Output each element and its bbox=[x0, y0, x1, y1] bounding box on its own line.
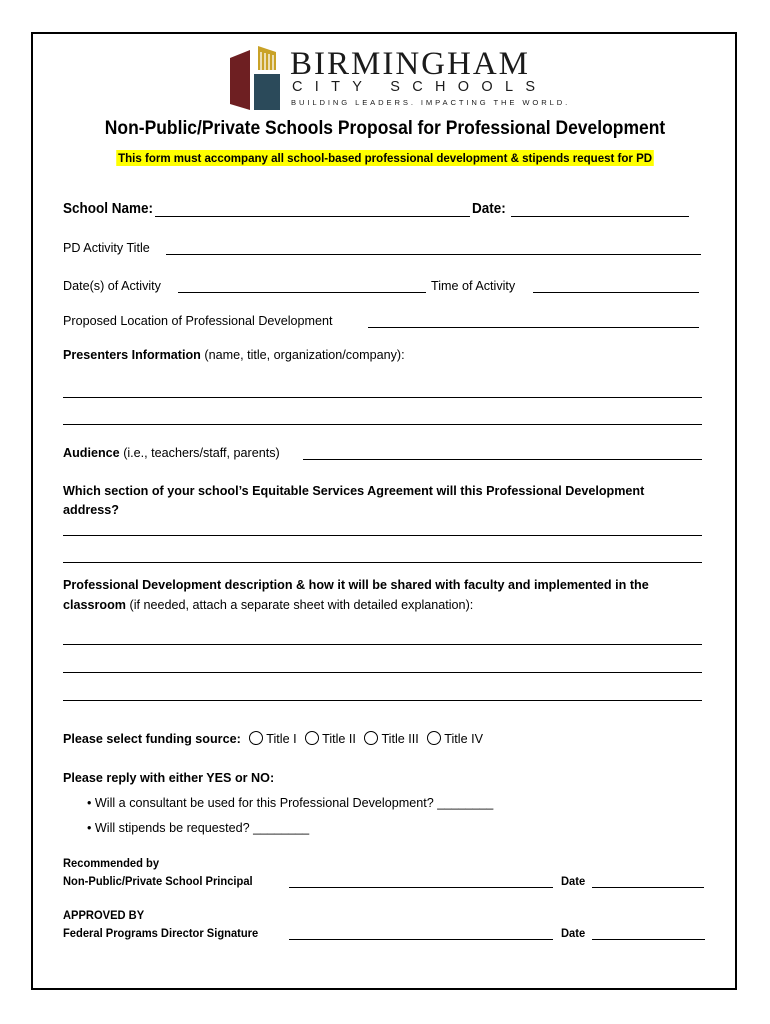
consultant-question: • Will a consultant be used for this Professional Development? ________ bbox=[87, 796, 494, 810]
pd-description-hint: (if needed, attach a separate sheet with detailed explanation): bbox=[129, 598, 474, 612]
pd-description-bold: classroom bbox=[63, 598, 126, 612]
audience-label-row bbox=[63, 445, 280, 461]
stipends-question: • Will stipends be requested? ________ bbox=[87, 821, 310, 835]
radio-title-iv[interactable] bbox=[427, 731, 441, 745]
principal-label: Non-Public/Private School Principal bbox=[63, 874, 253, 888]
option-title-i: Title I bbox=[266, 732, 297, 746]
option-title-iv: Title IV bbox=[444, 732, 483, 746]
esa-question-line-1: Which section of your school’s Equitable Services Agreement will this Professional Development bbox=[63, 484, 645, 498]
logo-teal-shape bbox=[254, 74, 280, 110]
presenters-hint: (name, title, organization/company): bbox=[204, 348, 405, 362]
time-of-activity-label: Time of Activity bbox=[431, 279, 516, 293]
presenters-label: Presenters Information bbox=[63, 348, 201, 362]
logo-title: BIRMINGHAM bbox=[290, 46, 531, 82]
funding-row bbox=[63, 731, 483, 747]
director-date-label: Date bbox=[561, 926, 586, 940]
radio-title-ii[interactable] bbox=[305, 731, 319, 745]
presenters-line-1[interactable] bbox=[63, 397, 702, 398]
radio-title-i[interactable] bbox=[249, 731, 263, 745]
school-name-label: School Name: bbox=[63, 200, 154, 217]
esa-line-1[interactable] bbox=[63, 535, 702, 536]
logo-red-shape bbox=[230, 50, 250, 110]
proposed-location-label: Proposed Location of Professional Development bbox=[63, 314, 333, 328]
pd-activity-title-field[interactable] bbox=[166, 254, 701, 255]
principal-date-field[interactable] bbox=[592, 887, 704, 888]
pd-description-line-b[interactable] bbox=[63, 672, 702, 673]
pd-activity-title-label: PD Activity Title bbox=[63, 241, 150, 255]
proposed-location-field[interactable] bbox=[368, 327, 699, 328]
director-label: Federal Programs Director Signature bbox=[63, 926, 259, 940]
form-title: Non-Public/Private Schools Proposal for Professional Development bbox=[104, 118, 666, 139]
logo-subtitle: CITY SCHOOLS bbox=[292, 79, 548, 95]
reply-label: Please reply with either YES or NO: bbox=[63, 771, 275, 785]
esa-question-line-2: address? bbox=[63, 503, 119, 517]
school-name-field[interactable] bbox=[155, 216, 470, 217]
director-date-field[interactable] bbox=[592, 939, 705, 940]
audience-label: Audience bbox=[63, 446, 120, 460]
logo-tagline: BUILDING LEADERS. IMPACTING THE WORLD. bbox=[291, 98, 571, 107]
form-subtitle: This form must accompany all school-based professional development & stipends request for PD bbox=[117, 151, 653, 165]
recommended-by-label: Recommended by bbox=[63, 856, 160, 870]
approved-by-label: APPROVED BY bbox=[63, 908, 145, 922]
time-of-activity-field[interactable] bbox=[533, 292, 699, 293]
principal-signature-field[interactable] bbox=[289, 887, 553, 888]
subtitle-wrap bbox=[0, 149, 770, 167]
option-title-iii: Title III bbox=[381, 732, 419, 746]
option-title-ii: Title II bbox=[322, 732, 356, 746]
principal-date-label: Date bbox=[561, 874, 586, 888]
date-field[interactable] bbox=[511, 216, 689, 217]
audience-hint: (i.e., teachers/staff, parents) bbox=[123, 446, 280, 460]
presenters-line-2[interactable] bbox=[63, 424, 702, 425]
pd-description-line-1: Professional Development description & how it will be shared with faculty and implemented in the bbox=[63, 578, 649, 592]
funding-label: Please select funding source: bbox=[63, 732, 241, 746]
pd-description-line-a[interactable] bbox=[63, 644, 702, 645]
dates-of-activity-field[interactable] bbox=[178, 292, 426, 293]
audience-field[interactable] bbox=[303, 459, 702, 460]
date-label: Date: bbox=[472, 200, 506, 217]
pd-description-line-c[interactable] bbox=[63, 700, 702, 701]
presenters-label-row bbox=[63, 347, 405, 363]
pd-description-line-2 bbox=[63, 597, 473, 613]
radio-title-iii[interactable] bbox=[364, 731, 378, 745]
page-border bbox=[31, 32, 737, 990]
dates-of-activity-label: Date(s) of Activity bbox=[63, 279, 161, 293]
director-signature-field[interactable] bbox=[289, 939, 553, 940]
esa-line-2[interactable] bbox=[63, 562, 702, 563]
